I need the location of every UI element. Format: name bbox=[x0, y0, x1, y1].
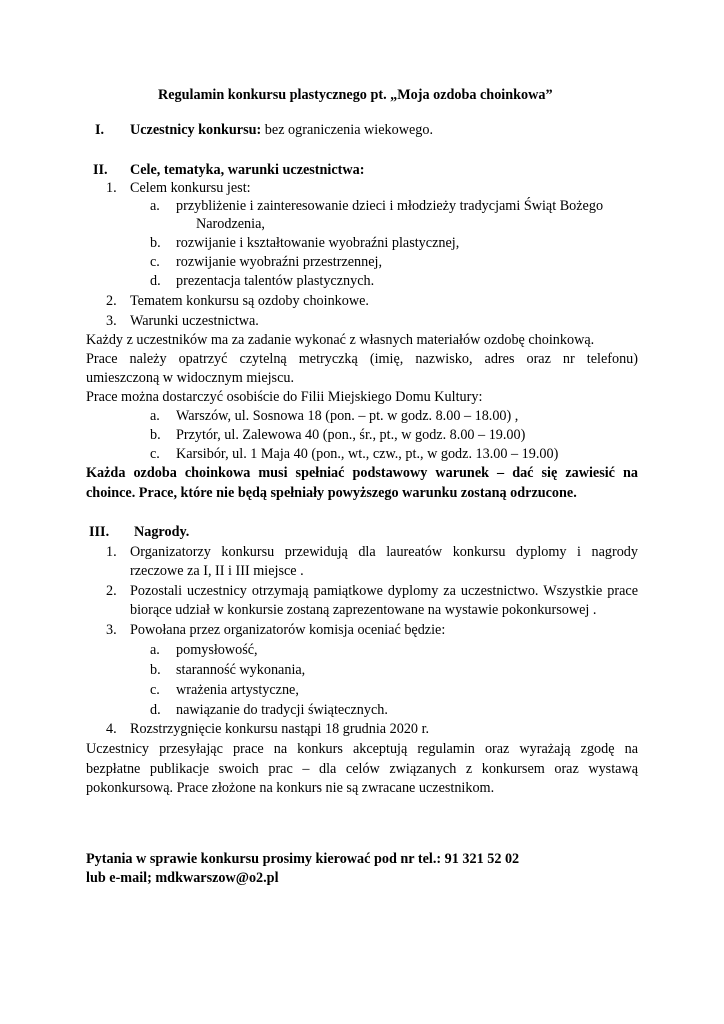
paragraph-line: umieszczoną w widocznym miejscu. bbox=[86, 370, 295, 386]
criteria-text: nawiązanie do tradycji świątecznych. bbox=[176, 702, 388, 718]
section-1-line bbox=[130, 121, 433, 139]
section-2-number: II. bbox=[93, 162, 108, 178]
section-1-label: Uczestnicy konkursu: bbox=[130, 122, 262, 138]
criteria-text: pomysłowość, bbox=[176, 642, 258, 658]
list-item-text: Powołana przez organizatorów komisja oceniać będzie: bbox=[130, 622, 446, 638]
criteria-letter: d. bbox=[150, 702, 161, 718]
list-item-continuation: rzeczowe za I, II i III miejsce . bbox=[130, 563, 304, 579]
location-letter: b. bbox=[150, 427, 161, 443]
location-text: Warszów, ul. Sosnowa 18 (pon. – pt. w godz. 8.00 – 18.00) , bbox=[176, 408, 519, 424]
criteria-letter: c. bbox=[150, 682, 160, 698]
location-letter: c. bbox=[150, 446, 160, 462]
location-text: Przytór, ul. Zalewowa 40 (pon., śr., pt., w godz. 8.00 – 19.00) bbox=[176, 427, 526, 443]
list-item-number: 4. bbox=[106, 721, 117, 737]
list-item-text: Celem konkursu jest: bbox=[130, 180, 251, 196]
section-1-text: bez ograniczenia wiekowego. bbox=[261, 122, 433, 138]
location-text: Karsibór, ul. 1 Maja 40 (pon., wt., czw., pt., w godz. 13.00 – 19.00) bbox=[176, 446, 559, 462]
list-item-number: 1. bbox=[106, 544, 117, 560]
criteria-letter: b. bbox=[150, 662, 161, 678]
sub-item-text: rozwijanie i kształtowanie wyobraźni plastycznej, bbox=[176, 235, 460, 251]
sub-item-text: przybliżenie i zainteresowanie dzieci i młodzieży tradycjami Świąt Bożego bbox=[176, 198, 604, 214]
sub-item-letter: d. bbox=[150, 273, 161, 289]
section-2-heading: Cele, tematyka, warunki uczestnictwa: bbox=[130, 162, 365, 178]
list-item-number: 3. bbox=[106, 313, 117, 329]
contact-phone-line: Pytania w sprawie konkursu prosimy kierować pod nr tel.: 91 321 52 02 bbox=[86, 851, 520, 867]
sub-item-letter: b. bbox=[150, 235, 161, 251]
criteria-text: staranność wykonania, bbox=[176, 662, 306, 678]
paragraph-line: Każdy z uczestników ma za zadanie wykonać z własnych materiałów ozdobę choinkową. bbox=[86, 332, 595, 348]
list-item-text: Tematem konkursu są ozdoby choinkowe. bbox=[130, 293, 369, 309]
list-item-continuation: biorące udział w konkursie zostaną zaprezentowane na wystawie pokonkursowej . bbox=[130, 602, 597, 618]
list-item-text: Rozstrzygnięcie konkursu nastąpi 18 grudnia 2020 r. bbox=[130, 721, 430, 737]
sub-item-text: rozwijanie wyobraźni przestrzennej, bbox=[176, 254, 383, 270]
location-letter: a. bbox=[150, 408, 160, 424]
criteria-text: wrażenia artystyczne, bbox=[176, 682, 299, 698]
closing-paragraph-line: pokonkursową. Prace złożone na konkurs nie są zwracane uczestnikom. bbox=[86, 780, 495, 796]
sub-item-letter: a. bbox=[150, 198, 160, 214]
sub-item-text: prezentacja talentów plastycznych. bbox=[176, 273, 375, 289]
contact-email-line: lub e-mail; mdkwarszow@o2.pl bbox=[86, 870, 279, 886]
paragraph-line: Prace należy opatrzyć czytelną metryczką (imię, nazwisko, adres oraz nr telefonu) bbox=[86, 351, 638, 367]
sub-item-letter: c. bbox=[150, 254, 160, 270]
requirement-bold-line: Każda ozdoba choinkowa musi spełniać podstawowy warunek – dać się zawiesić na bbox=[86, 465, 638, 481]
list-item-text: Pozostali uczestnicy otrzymają pamiątkowe dyplomy za uczestnictwo. Wszystkie prace bbox=[130, 583, 638, 599]
criteria-letter: a. bbox=[150, 642, 160, 658]
section-3-heading: Nagrody. bbox=[134, 524, 190, 540]
list-item-text: Warunki uczestnictwa. bbox=[130, 313, 259, 329]
list-item-text: Organizatorzy konkursu przewidują dla laureatów konkursu dyplomy i nagrody bbox=[130, 544, 638, 560]
list-item-number: 2. bbox=[106, 293, 117, 309]
list-item-number: 1. bbox=[106, 180, 117, 196]
paragraph-line: Prace można dostarczyć osobiście do Filii Miejskiego Domu Kultury: bbox=[86, 389, 483, 405]
closing-paragraph-line: bezpłatne publikacje swoich prac – dla celów związanych z konkursem oraz wystawą bbox=[86, 761, 638, 777]
closing-paragraph-line: Uczestnicy przesyłając prace na konkurs akceptują regulamin oraz wyrażają zgodę na bbox=[86, 741, 638, 757]
section-3-number: III. bbox=[89, 524, 110, 540]
requirement-bold-line: choince. Prace, które nie będą spełniały powyższego warunku zostaną odrzucone. bbox=[86, 485, 577, 501]
list-item-number: 2. bbox=[106, 583, 117, 599]
sub-item-continuation: Narodzenia, bbox=[196, 216, 265, 232]
document-title: Regulamin konkursu plastycznego pt. „Moja ozdoba choinkowa” bbox=[158, 87, 553, 103]
list-item-number: 3. bbox=[106, 622, 117, 638]
section-1-number: I. bbox=[95, 122, 105, 138]
